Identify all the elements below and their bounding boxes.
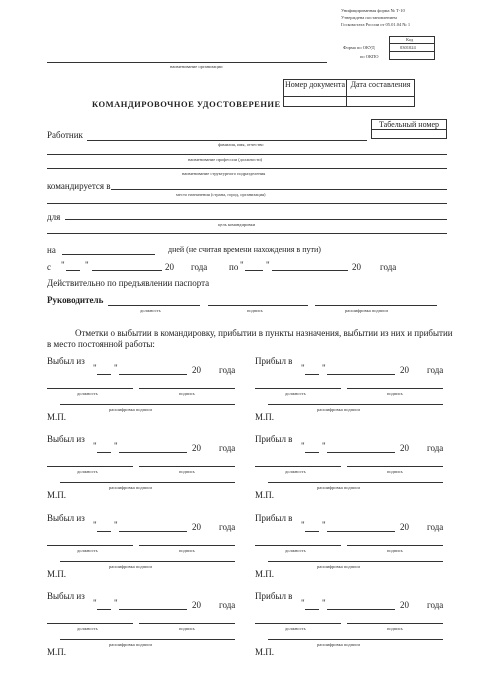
mark-right-3-month-line bbox=[327, 531, 395, 532]
mark-left-1-day-line bbox=[97, 374, 111, 375]
mark-left-3-decode-caption: расшифровка подписи bbox=[109, 564, 152, 569]
destination-line bbox=[111, 189, 447, 190]
mark-left-1-month-line bbox=[119, 374, 187, 375]
mark-right-2-label: Прибыл в bbox=[255, 434, 293, 444]
mark-right-1-label: Прибыл в bbox=[255, 356, 293, 366]
mark-right-4-quote-open: " bbox=[301, 598, 305, 608]
mark-right-1-decode-caption: расшифровка подписи bbox=[317, 407, 360, 412]
mark-left-3-year-prefix: 20 bbox=[192, 522, 201, 532]
to-quote-close: " bbox=[266, 260, 270, 270]
mark-right-4-quote-close: " bbox=[322, 598, 326, 608]
mark-right-3-stamp: М.П. bbox=[255, 569, 275, 579]
mark-right-4-year-word: года bbox=[427, 600, 444, 610]
mark-left-4-decode-line bbox=[60, 639, 235, 640]
mark-left-3-month-line bbox=[119, 531, 187, 532]
mark-left-2-stamp: М.П. bbox=[47, 490, 67, 500]
mark-right-4-decode-caption: расшифровка подписи bbox=[317, 642, 360, 647]
mark-right-4-decode-line bbox=[268, 639, 443, 640]
head-decode-line bbox=[315, 305, 437, 306]
subdivision-caption: наименование структурного подразделения bbox=[182, 171, 266, 176]
on-label: на bbox=[47, 245, 56, 255]
mark-left-2-quote-close: " bbox=[114, 441, 118, 451]
from-day-line bbox=[66, 270, 80, 271]
mark-left-2-year-prefix: 20 bbox=[192, 443, 201, 453]
mark-right-2-position-line bbox=[255, 466, 341, 467]
head-signature-line bbox=[208, 305, 308, 306]
mark-left-1-quote-close: " bbox=[114, 363, 118, 373]
days-line bbox=[62, 254, 155, 255]
mark-left-4-position-line bbox=[47, 623, 133, 624]
mark-left-3-quote-close: " bbox=[114, 520, 118, 530]
mark-right-3-day-line bbox=[305, 531, 319, 532]
head-position-line bbox=[108, 305, 200, 306]
mark-right-4-signature-caption: подпись bbox=[387, 626, 403, 631]
mark-right-3-decode-caption: расшифровка подписи bbox=[317, 564, 360, 569]
mark-left-2-decode-line bbox=[60, 482, 235, 483]
mark-left-3-position-line bbox=[47, 545, 133, 546]
mark-right-4-signature-line bbox=[347, 623, 443, 624]
mark-left-3-label: Выбыл из bbox=[47, 513, 85, 523]
mark-left-2-position-line bbox=[47, 466, 133, 467]
from-quote-close: " bbox=[85, 260, 89, 270]
mark-left-1-stamp: М.П. bbox=[47, 412, 67, 422]
mark-right-1-quote-open: " bbox=[301, 363, 305, 373]
mark-right-2-quote-close: " bbox=[322, 441, 326, 451]
mark-left-2-quote-open: " bbox=[93, 441, 97, 451]
document-title: КОМАНДИРОВОЧНОЕ УДОСТОВЕРЕНИЕ bbox=[92, 99, 281, 109]
mark-left-2-signature-caption: подпись bbox=[179, 469, 195, 474]
mark-right-4-position-line bbox=[255, 623, 341, 624]
mark-right-4-stamp: М.П. bbox=[255, 647, 275, 657]
mark-left-2-month-line bbox=[119, 452, 187, 453]
okpo-label: по ОКПО bbox=[360, 54, 379, 59]
mark-right-2-decode-line bbox=[268, 482, 443, 483]
profession-line bbox=[47, 154, 447, 155]
mark-left-1-label: Выбыл из bbox=[47, 356, 85, 366]
form-note-3: Госкомстата России от 05.01.04 № 1 bbox=[341, 22, 411, 27]
okud-label: Форма по ОКУД bbox=[343, 45, 375, 50]
form-note-1: Унифицированная форма № Т-10 bbox=[341, 8, 405, 13]
marks-intro: Отметки о выбытии в командировку, прибытии в пункты назначения, выбытии из них и прибытии в место постоянной работы: bbox=[47, 328, 453, 349]
mark-right-3-decode-line bbox=[268, 561, 443, 562]
mark-right-2-year-word: года bbox=[427, 443, 444, 453]
mark-left-1-signature-caption: подпись bbox=[179, 391, 195, 396]
mark-left-4-year-word: года bbox=[219, 600, 236, 610]
mark-right-3-signature-caption: подпись bbox=[387, 548, 403, 553]
valid-text: Действительно по предъявлении паспорта bbox=[47, 278, 210, 288]
mark-left-4-position-caption: должность bbox=[77, 626, 98, 631]
mark-left-4-signature-caption: подпись bbox=[179, 626, 195, 631]
mark-right-1-stamp: М.П. bbox=[255, 412, 275, 422]
code-label: Код bbox=[406, 37, 414, 42]
purpose-line bbox=[65, 219, 447, 220]
mark-right-1-position-line bbox=[255, 388, 341, 389]
mark-left-3-quote-open: " bbox=[93, 520, 97, 530]
mark-left-3-signature-caption: подпись bbox=[179, 548, 195, 553]
mark-right-4-year-prefix: 20 bbox=[400, 600, 409, 610]
mark-right-2-signature-caption: подпись bbox=[387, 469, 403, 474]
mark-right-1-year-prefix: 20 bbox=[400, 365, 409, 375]
head-signature-caption: подпись bbox=[247, 308, 263, 313]
from-quote-open: " bbox=[61, 260, 65, 270]
mark-right-2-month-line bbox=[327, 452, 395, 453]
mark-left-3-signature-line bbox=[139, 545, 235, 546]
head-position-caption: должность bbox=[140, 308, 161, 313]
to-day-line bbox=[245, 270, 263, 271]
to-quote-open: " bbox=[240, 260, 244, 270]
mark-right-1-month-line bbox=[327, 374, 395, 375]
mark-right-3-label: Прибыл в bbox=[255, 513, 293, 523]
mark-right-2-year-prefix: 20 bbox=[400, 443, 409, 453]
mark-left-3-decode-line bbox=[60, 561, 235, 562]
mark-left-3-position-caption: должность bbox=[77, 548, 98, 553]
mark-right-2-position-caption: должность bbox=[285, 469, 306, 474]
mark-right-4-position-caption: должность bbox=[285, 626, 306, 631]
form-note-2: Утверждена постановлением bbox=[341, 15, 397, 20]
mark-right-4-day-line bbox=[305, 609, 319, 610]
mark-left-1-signature-line bbox=[139, 388, 235, 389]
from-year-word: года bbox=[191, 262, 208, 272]
mark-left-2-signature-line bbox=[139, 466, 235, 467]
mark-left-1-year-word: года bbox=[219, 365, 236, 375]
org-line bbox=[47, 62, 327, 63]
mark-left-4-signature-line bbox=[139, 623, 235, 624]
mark-left-2-year-word: года bbox=[219, 443, 236, 453]
mark-right-1-decode-line bbox=[268, 404, 443, 405]
mark-left-3-year-word: года bbox=[219, 522, 236, 532]
mark-right-1-quote-close: " bbox=[322, 363, 326, 373]
days-text: дней (не считая времени нахождения в пути) bbox=[168, 245, 321, 254]
org-caption: наименование организации bbox=[170, 64, 223, 69]
mark-left-3-day-line bbox=[97, 531, 111, 532]
mark-left-2-decode-caption: расшифровка подписи bbox=[109, 485, 152, 490]
mark-right-2-stamp: М.П. bbox=[255, 490, 275, 500]
mark-right-1-day-line bbox=[305, 374, 319, 375]
from-label: с bbox=[47, 262, 51, 272]
mark-left-2-label: Выбыл из bbox=[47, 434, 85, 444]
mark-left-1-year-prefix: 20 bbox=[192, 365, 201, 375]
mark-right-3-position-caption: должность bbox=[285, 548, 306, 553]
mark-right-2-decode-caption: расшифровка подписи bbox=[317, 485, 360, 490]
tabel-number-cell bbox=[371, 129, 447, 139]
mark-right-2-signature-line bbox=[347, 466, 443, 467]
sent-label: командируется в bbox=[47, 181, 111, 191]
head-decode-caption: расшифровка подписи bbox=[345, 308, 388, 313]
to-year-prefix: 20 bbox=[352, 262, 361, 272]
mark-right-1-signature-line bbox=[347, 388, 443, 389]
doc-date-cell bbox=[346, 96, 415, 107]
mark-right-2-quote-open: " bbox=[301, 441, 305, 451]
destination-line-2 bbox=[47, 203, 447, 204]
mark-right-3-signature-line bbox=[347, 545, 443, 546]
mark-right-2-day-line bbox=[305, 452, 319, 453]
from-year-prefix: 20 bbox=[165, 262, 174, 272]
mark-left-1-position-line bbox=[47, 388, 133, 389]
mark-left-2-position-caption: должность bbox=[77, 469, 98, 474]
doc-number-header: Номер документа bbox=[283, 79, 347, 97]
mark-left-4-decode-caption: расшифровка подписи bbox=[109, 642, 152, 647]
mark-right-3-quote-close: " bbox=[322, 520, 326, 530]
worker-label: Работник bbox=[47, 130, 83, 140]
to-year-word: года bbox=[380, 262, 397, 272]
mark-right-3-quote-open: " bbox=[301, 520, 305, 530]
profession-caption: наименование профессии (должности) bbox=[188, 157, 263, 162]
mark-left-2-day-line bbox=[97, 452, 111, 453]
okpo-cell bbox=[389, 51, 435, 60]
okud-value: 0301024 bbox=[400, 45, 416, 50]
mark-left-4-month-line bbox=[119, 609, 187, 610]
purpose-caption: цель командировки bbox=[218, 222, 256, 227]
subdivision-line bbox=[47, 168, 447, 169]
mark-left-4-stamp: М.П. bbox=[47, 647, 67, 657]
head-label: Руководитель bbox=[47, 295, 104, 305]
mark-left-4-quote-close: " bbox=[114, 598, 118, 608]
mark-right-4-label: Прибыл в bbox=[255, 591, 293, 601]
mark-right-4-month-line bbox=[327, 609, 395, 610]
mark-left-3-stamp: М.П. bbox=[47, 569, 67, 579]
mark-right-3-year-prefix: 20 bbox=[400, 522, 409, 532]
destination-caption: место назначения (страна, город, организация) bbox=[176, 192, 266, 197]
mark-right-1-signature-caption: подпись bbox=[387, 391, 403, 396]
doc-number-cell bbox=[283, 96, 347, 107]
mark-left-1-quote-open: " bbox=[93, 363, 97, 373]
purpose-line-2 bbox=[47, 233, 447, 234]
mark-right-3-year-word: года bbox=[427, 522, 444, 532]
to-label: по bbox=[229, 262, 239, 272]
mark-left-4-quote-open: " bbox=[93, 598, 97, 608]
mark-right-1-year-word: года bbox=[427, 365, 444, 375]
mark-left-1-position-caption: должность bbox=[77, 391, 98, 396]
for-label: для bbox=[47, 212, 61, 222]
doc-date-header: Дата составления bbox=[346, 79, 415, 97]
mark-left-4-year-prefix: 20 bbox=[192, 600, 201, 610]
mark-left-1-decode-caption: расшифровка подписи bbox=[109, 407, 152, 412]
worker-fio-line bbox=[87, 140, 367, 141]
mark-left-4-day-line bbox=[97, 609, 111, 610]
mark-left-4-label: Выбыл из bbox=[47, 591, 85, 601]
mark-left-1-decode-line bbox=[60, 404, 235, 405]
fio-caption: фамилия, имя, отчество bbox=[218, 142, 264, 147]
mark-right-3-position-line bbox=[255, 545, 341, 546]
to-month-line bbox=[272, 270, 348, 271]
from-month-line bbox=[92, 270, 162, 271]
mark-right-1-position-caption: должность bbox=[285, 391, 306, 396]
tabel-number-header: Табельный номер bbox=[371, 119, 447, 130]
